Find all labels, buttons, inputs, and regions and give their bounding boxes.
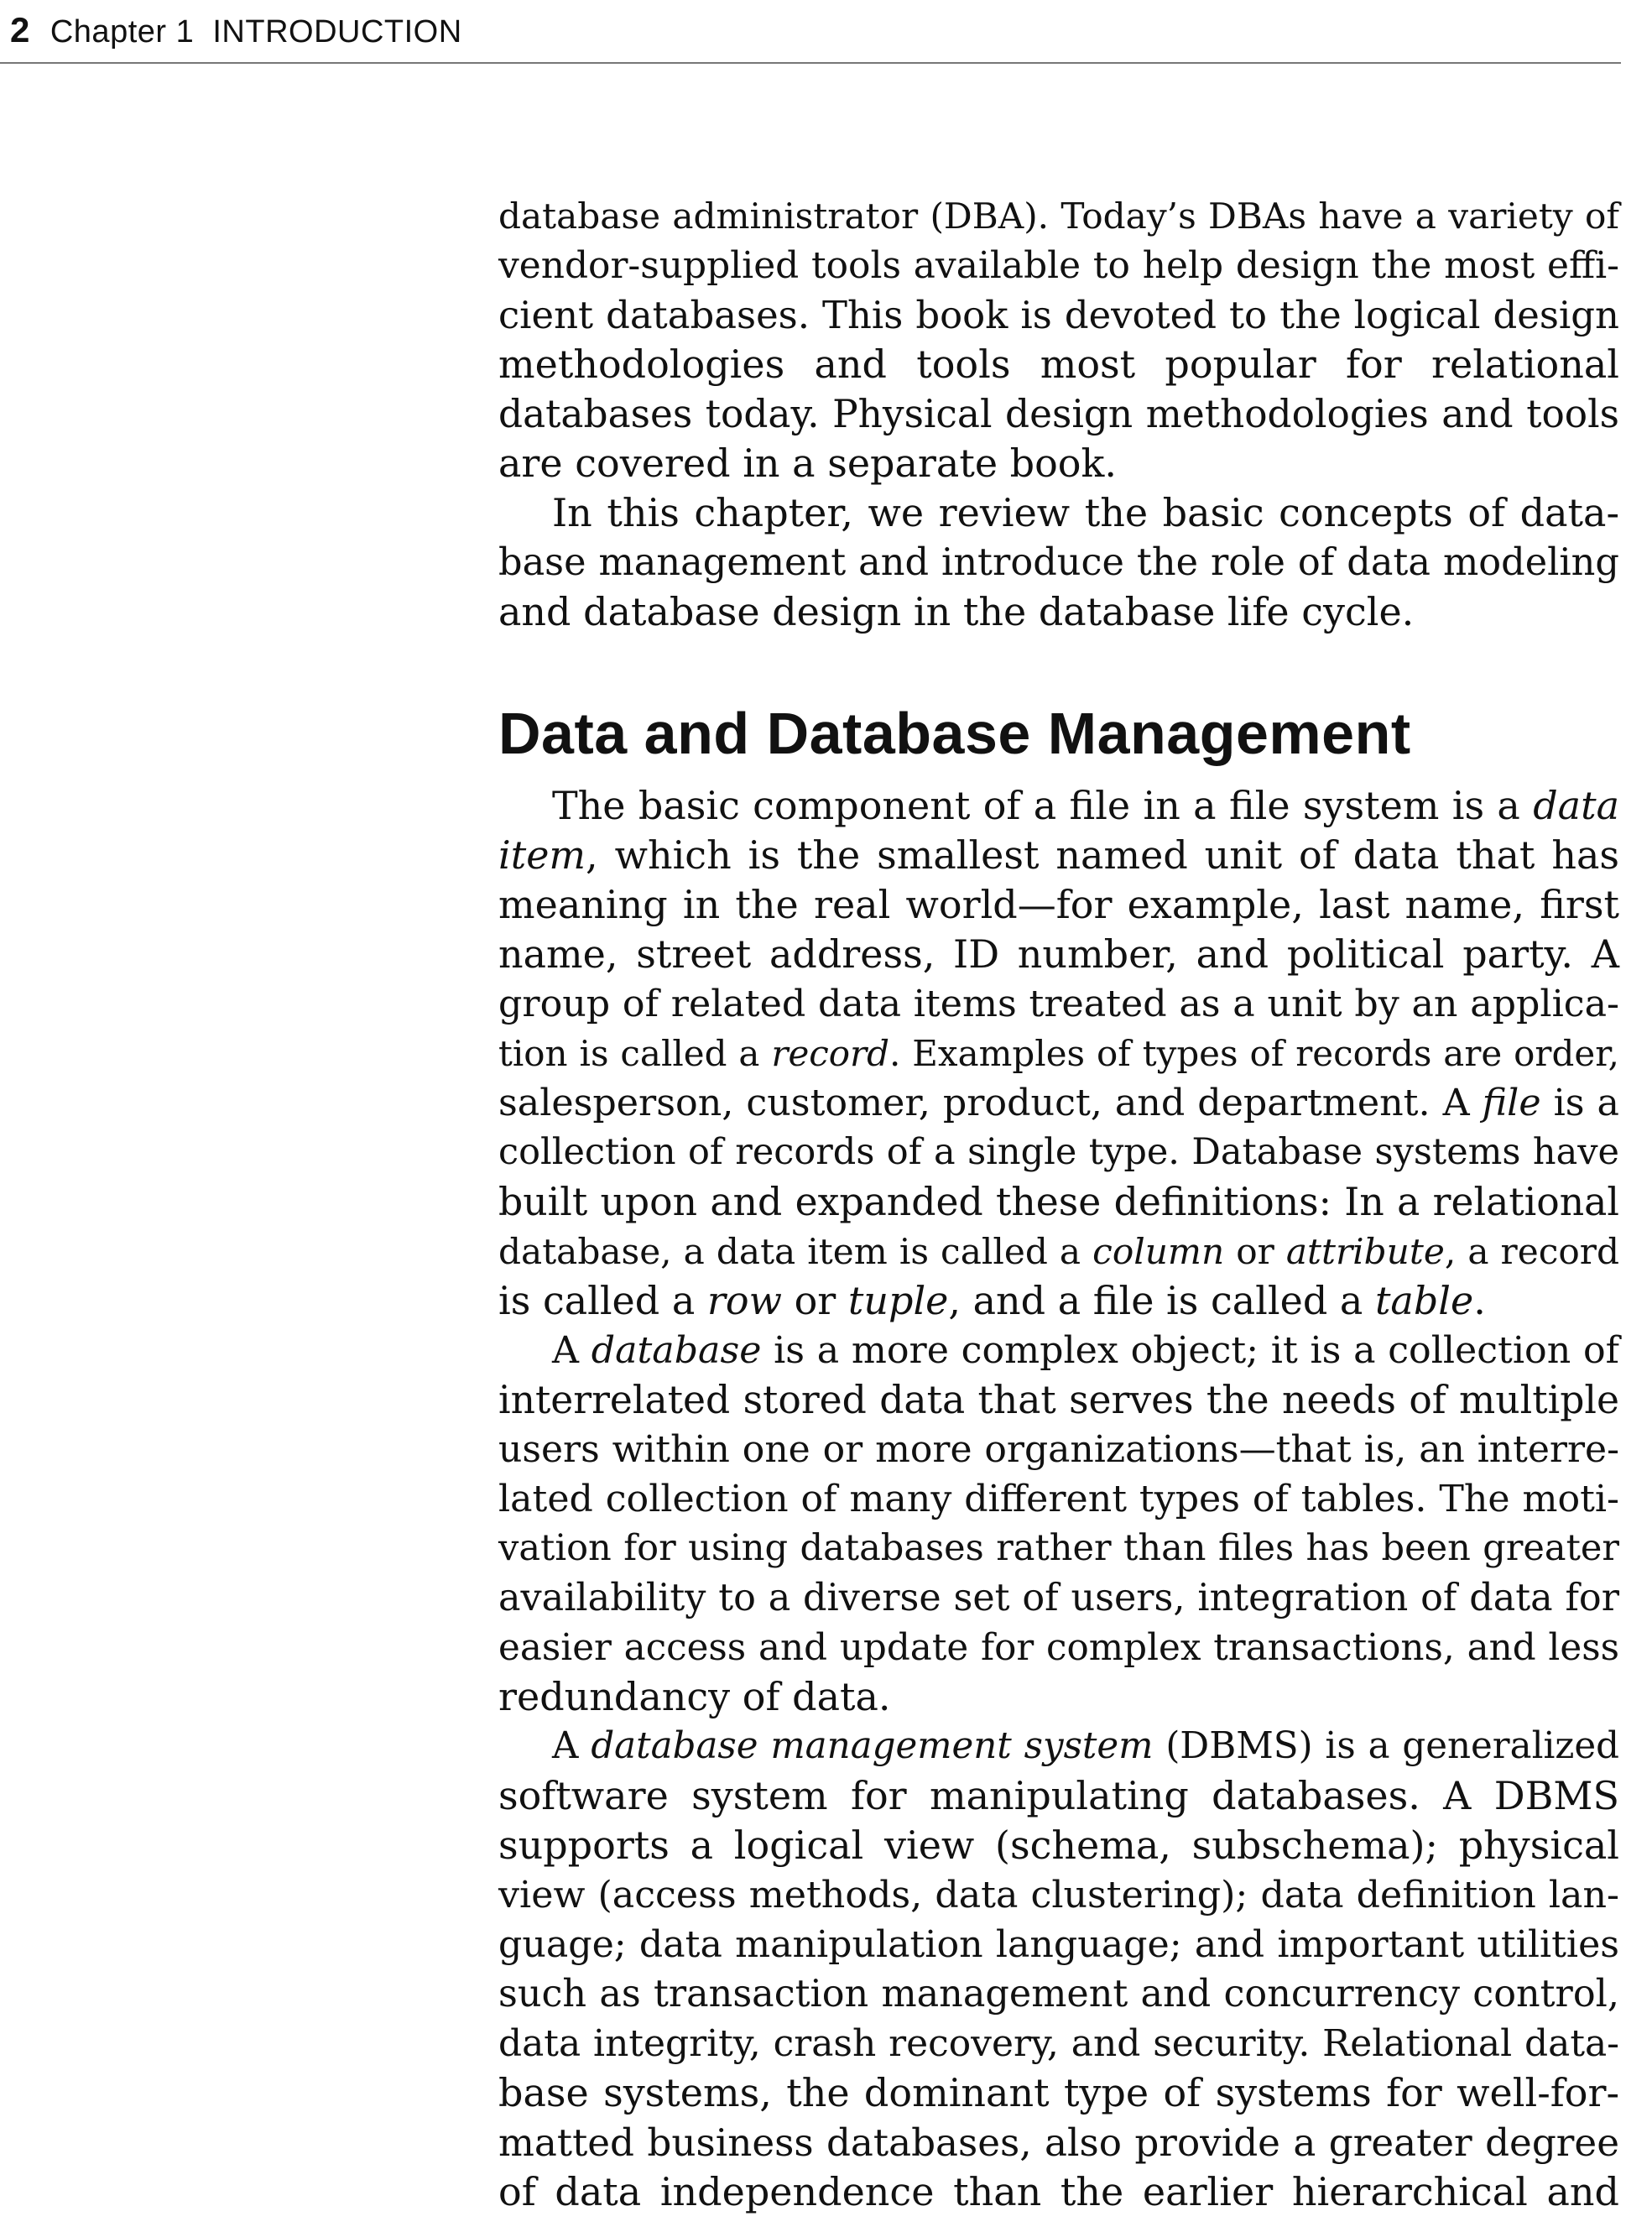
text-line: lated collection of many different types of tables. The moti-	[498, 1478, 1619, 1520]
text-run: .	[1473, 1278, 1486, 1323]
italic-term: data	[1533, 783, 1619, 828]
italic-term: tuple	[847, 1278, 949, 1323]
text-line: group of related data items treated as a unit by an applica-	[498, 983, 1619, 1025]
section-heading: Data and Database Management	[498, 701, 1411, 766]
text-line: methodologies and tools most popular for relational	[498, 342, 1619, 387]
text-run: , which is the smallest named unit of data that has	[586, 832, 1619, 878]
text-run: A	[552, 1329, 591, 1372]
page-number: 2	[10, 10, 30, 50]
text-run: is a	[1540, 1082, 1619, 1124]
header-rule	[0, 62, 1621, 64]
text-line: guage; data manipulation language; and important utilities	[498, 1923, 1619, 1966]
text-run: or	[1224, 1231, 1286, 1272]
text-line: interrelated stored data that serves the needs of multiple	[498, 1378, 1619, 1422]
text-line: data integrity, crash recovery, and security. Relational data-	[498, 2022, 1619, 2065]
running-head	[10, 10, 1621, 54]
italic-term: database management system	[591, 1725, 1154, 1767]
text-line	[498, 1227, 1619, 1276]
text-run: is a more complex object; it is a collection of	[761, 1329, 1620, 1372]
text-line: availability to a diverse set of users, integration of data for	[498, 1577, 1619, 1619]
text-line: meaning in the real world—for example, last name, first	[498, 882, 1619, 927]
text-run: tion is called a	[498, 1033, 772, 1074]
text-line	[498, 1722, 1619, 1771]
section-paragraph-1	[498, 781, 1619, 1326]
text-line: supports a logical view (schema, subschema); physical	[498, 1823, 1619, 1868]
text-column	[498, 191, 1619, 2217]
text-line	[498, 831, 1619, 880]
text-line: vation for using databases rather than files has been greater	[498, 1527, 1619, 1569]
text-line: are covered in a separate book.	[498, 441, 1117, 486]
text-line: view (access methods, data clustering); data definition lan-	[498, 1874, 1619, 1916]
text-run: . Examples of types of records are order,	[889, 1033, 1619, 1074]
italic-term: column	[1092, 1231, 1225, 1272]
text-line: easier access and update for complex transactions, and less	[498, 1626, 1619, 1669]
text-run: (DBMS) is a generalized	[1153, 1725, 1619, 1767]
text-line: base systems, the dominant type of systems for well-for-	[498, 2070, 1619, 2115]
text-line: software system for manipulating databases. A DBMS	[498, 1773, 1619, 1818]
chapter-title: INTRODUCTION	[212, 14, 462, 50]
text-run: A	[552, 1725, 591, 1767]
italic-term: record	[771, 1033, 889, 1074]
text-line: redundancy of data.	[498, 1674, 891, 1719]
text-run: or	[781, 1278, 848, 1323]
section-paragraph-2	[498, 1326, 1619, 1722]
italic-term: row	[706, 1278, 782, 1323]
text-line	[498, 1276, 1619, 1326]
text-line: collection of records of a single type. Database systems have	[498, 1131, 1619, 1173]
text-line	[498, 1326, 1619, 1375]
text-line: users within one or more organizations—that is, an interre-	[498, 1428, 1619, 1471]
text-run: , and a file is called a	[948, 1278, 1375, 1323]
section-paragraph-3	[498, 1722, 1619, 2217]
text-line: matted business databases, also provide a greater degree	[498, 2120, 1619, 2165]
text-line: databases today. Physical design methodologies and tools	[498, 392, 1619, 436]
intro-paragraph-2	[498, 488, 1619, 637]
text-line: In this chapter, we review the basic concepts of data-	[552, 490, 1619, 535]
text-run: database, a data item is called a	[498, 1231, 1093, 1272]
italic-term: file	[1482, 1082, 1541, 1124]
intro-paragraph-1	[498, 191, 1619, 488]
text-line	[498, 781, 1619, 831]
chapter-label: Chapter 1	[50, 14, 195, 50]
text-line: such as transaction management and concurrency control,	[498, 1973, 1619, 2016]
text-line: of data independence than the earlier hierarchical and	[498, 2169, 1619, 2214]
text-line: vendor-supplied tools available to help design the most effi-	[498, 244, 1619, 287]
text-run: , a record	[1444, 1231, 1619, 1272]
italic-term: item	[498, 832, 586, 878]
text-run: The basic component of a file in a file system is a	[552, 783, 1534, 828]
text-line	[498, 1029, 1619, 1078]
text-run: salesperson, customer, product, and department. A	[498, 1082, 1483, 1124]
italic-term: database	[591, 1329, 762, 1372]
text-line	[498, 1078, 1619, 1128]
text-line: database administrator (DBA). Today’s DBAs have a variety of	[498, 196, 1619, 237]
italic-term: table	[1374, 1278, 1474, 1323]
text-line: cient databases. This book is devoted to the logical design	[498, 293, 1619, 337]
text-line: name, street address, ID number, and political party. A	[498, 931, 1619, 977]
text-run: is called a	[498, 1278, 707, 1323]
text-line: base management and introduce the role of data modeling	[498, 540, 1619, 584]
text-line: built upon and expanded these definitions: In a relational	[498, 1180, 1619, 1224]
text-line: and database design in the database life cycle.	[498, 589, 1415, 634]
italic-term: attribute	[1285, 1231, 1445, 1272]
